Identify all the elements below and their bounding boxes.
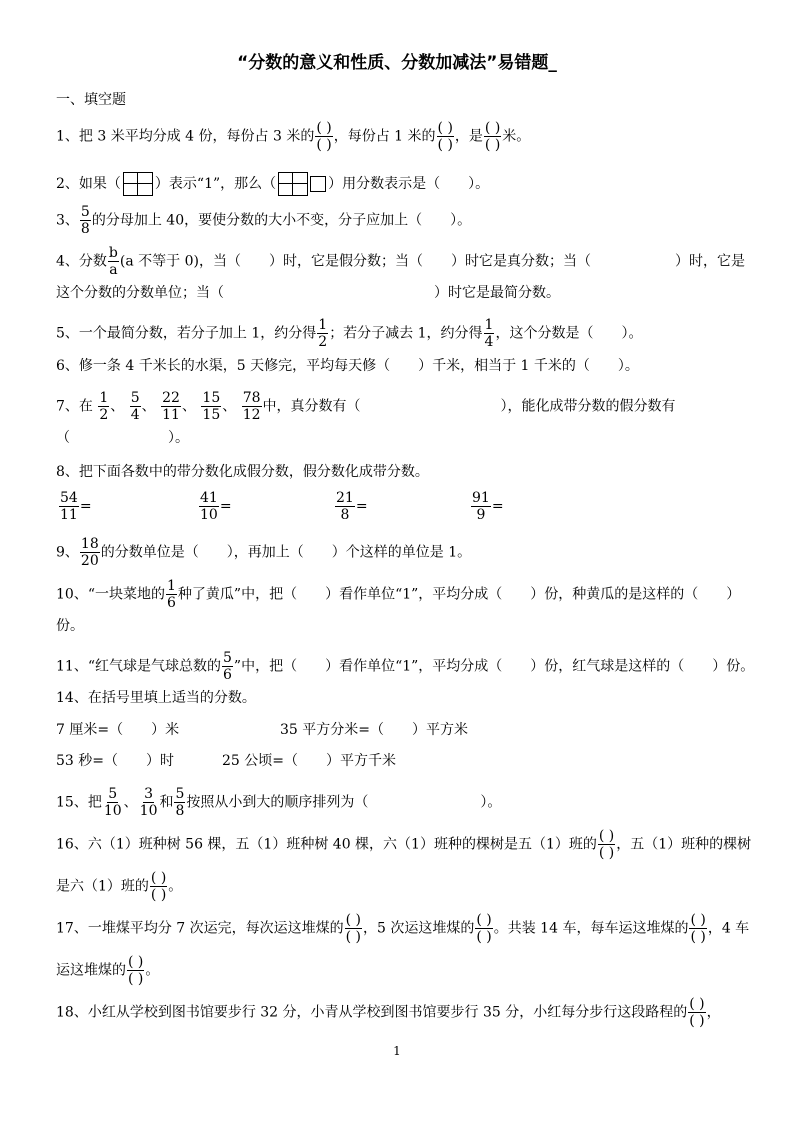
blank-fraction: $\frac{( )}{( )}$ xyxy=(689,996,705,1029)
small-square-icon xyxy=(310,176,326,192)
grid-square-icon xyxy=(278,172,308,196)
q8-item: $\frac{21}{8}$ = xyxy=(336,490,368,523)
blank-fraction: $\frac{( )}{( )}$ xyxy=(437,120,453,153)
question-16: 16、六（1）班种树 56 棵，五（1）班种树 40 棵，六（1）班种的棵树是五（1）班的 $\frac{( )}{( )}$ ，五（1）班种的棵树 xyxy=(56,828,752,861)
q14-item: 7 厘米=（ ）米 xyxy=(56,722,180,738)
blank-fraction: $\frac{( )}{( )}$ xyxy=(598,828,615,861)
q14-item: 35 平方分米=（ ）平方米 xyxy=(280,722,468,738)
question-8: 8、把下面各数中的带分数化成假分数，假分数化成带分数。 xyxy=(56,464,429,480)
question-1: 1、把 3 米平均分成 4 份，每份占 3 米的 $\frac{( )}{( )}$ ，每份占 1 米的 $\frac{( )}{( )}$ ，是 $\frac{( )}{( )}$ 米。 xyxy=(56,120,531,153)
q14-item: 53 秒=（ ）时 xyxy=(56,753,174,769)
question-5: 5、一个最简分数，若分子加上 1，约分得 $\frac{1}{2}$ ；若分子减去 1，约分得 $\frac{1}{4}$ ，这个分数是（ ）。 xyxy=(56,317,643,350)
blank-fraction: $\frac{( )}{( )}$ xyxy=(150,870,167,903)
question-7-cont: （ ）。 xyxy=(56,430,189,446)
blank-fraction: $\frac{( )}{( )}$ xyxy=(484,120,501,153)
blank-fraction: $\frac{( )}{( )}$ xyxy=(476,912,492,945)
question-6: 6、修一条 4 千米长的水渠，5 天修完，平均每天修（ ）千米，相当于 1 千米的（ ）。 xyxy=(56,358,639,374)
question-4-cont: 这个分数的分数单位；当（ ）时它是最简分数。 xyxy=(56,285,560,301)
question-17-cont: 运这堆煤的 $\frac{( )}{( )}$ 。 xyxy=(56,954,160,987)
page-number: 1 xyxy=(393,1044,401,1058)
grid-square-icon xyxy=(123,172,153,196)
page-title: “分数的意义和性质、分数加减法”易错题_ xyxy=(237,53,557,73)
question-2: 2、如果（ ）表示“1”，那么（ ）用分数表示是（ ）。 xyxy=(56,172,489,196)
blank-fraction: $\frac{( )}{( )}$ xyxy=(690,912,706,945)
blank-fraction: $\frac{( )}{( )}$ xyxy=(316,120,332,153)
question-7: 7、在 $\frac{1}{2}$ 、 $\frac{5}{4}$ 、 $\frac{22}{11}$ 、 $\frac{15}{15}$ 、 $\frac{78}{12}$ 中，真分数有（ ），能化成带分数的假分数有 xyxy=(56,390,676,423)
question-17: 17、一堆煤平均分 7 次运完，每次运这堆煤的 $\frac{( )}{( )}$ ，5 次运这堆煤的 $\frac{( )}{( )}$ 。共装 14 车，每车运这堆煤的 $\frac{( )}{( )}$ ，4 车 xyxy=(56,912,750,945)
question-15: 15、把 $\frac{5}{10}$ 、 $\frac{3}{10}$ 和 $\frac{5}{8}$ 按照从小到大的顺序排列为（ ）。 xyxy=(56,786,502,819)
question-10: 10、“一块菜地的 $\frac{1}{6}$ 种了黄瓜”中，把（ ）看作单位“1”，平均分成（ ）份，种黄瓜的是这样的（ ） xyxy=(56,578,741,611)
section-heading: 一、填空题 xyxy=(56,92,126,108)
question-16-cont: 是六（1）班的 $\frac{( )}{( )}$ 。 xyxy=(56,870,183,903)
question-4: 4、分数 $\frac{b}{a}$ (a 不等于 0)，当（ ）时，它是假分数；当（ ）时它是真分数；当（ ）时，它是 xyxy=(56,245,745,278)
question-18: 18、小红从学校到图书馆要步行 32 分，小青从学校到图书馆要步行 35 分，小红每分步行这段路程的 $\frac{( )}{( )}$ ， xyxy=(56,996,721,1029)
q8-item: $\frac{41}{10}$ = xyxy=(200,490,232,523)
q8-item: $\frac{91}{9}$ = xyxy=(472,490,504,523)
question-11: 11、“红气球是气球总数的 $\frac{5}{6}$ ”中，把（ ）看作单位“1”，平均分成（ ）份，红气球是这样的（ ）份。 xyxy=(56,650,755,683)
question-9: 9、 $\frac{18}{20}$ 的分数单位是（ ），再加上（ ）个这样的单位是 1。 xyxy=(56,536,472,569)
question-10-cont: 份。 xyxy=(56,618,84,634)
question-14: 14、在括号里填上适当的分数。 xyxy=(56,690,256,706)
blank-fraction: $\frac{( )}{( )}$ xyxy=(345,912,361,945)
q14-item: 25 公顷=（ ）平方千米 xyxy=(222,753,396,769)
question-3: 3、 $\frac{5}{8}$ 的分母加上 40，要使分数的大小不变，分子应加上（ ）。 xyxy=(56,204,472,237)
blank-fraction: $\frac{( )}{( )}$ xyxy=(128,954,144,987)
q8-item: $\frac{54}{11}$ = xyxy=(60,490,92,523)
